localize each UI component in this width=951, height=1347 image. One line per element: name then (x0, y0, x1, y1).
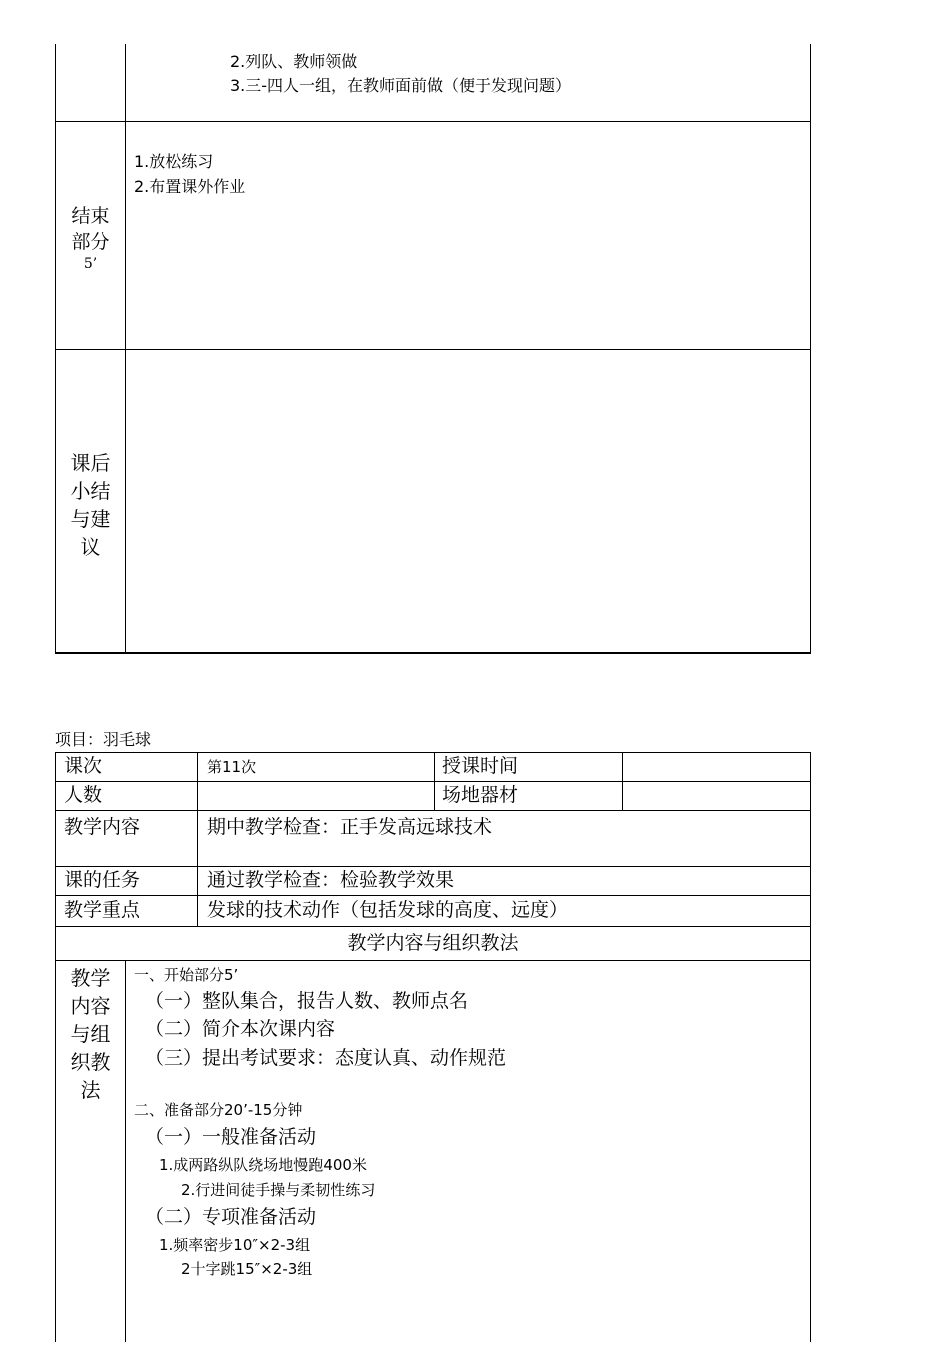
ending-label-duration: 5’ (83, 256, 98, 272)
body-line: （二）简介本次课内容 (145, 1018, 336, 1040)
body-label-line: 与组 (70, 1022, 111, 1046)
body-label-line: 内容 (70, 994, 111, 1018)
row-line (55, 926, 811, 927)
body-line: 1.成两路纵队绕场地慢跑400米 (159, 1156, 367, 1174)
teaching-focus-label: 教学重点 (64, 899, 141, 921)
section-header: 教学内容与组织教法 (347, 932, 519, 954)
summary-label-line: 与建 (70, 507, 111, 531)
col-line-right (622, 752, 623, 810)
summary-label-line: 议 (80, 535, 101, 559)
summary-label-line: 课后 (70, 451, 111, 475)
body-line: （一）整队集合，报告人数、教师点名 (145, 990, 469, 1012)
top-table (0, 0, 951, 660)
row-line (55, 781, 811, 782)
body-line-prep-section: 二、准备部分20’-15分钟 (134, 1101, 303, 1119)
ending-label-line: 部分 (71, 231, 110, 253)
top-table-bottom-border (55, 652, 811, 654)
body-label-line: 教学 (70, 966, 111, 990)
row-line (55, 810, 811, 811)
ending-item-2: 2.布置课外作业 (134, 177, 246, 196)
body-section-label (56, 964, 125, 1104)
ending-section-label (56, 203, 125, 273)
row-line (55, 895, 811, 896)
body-line: 2十字跳15″×2-3组 (181, 1260, 313, 1278)
teaching-focus-value: 发球的技术动作（包括发球的高度、远度） (207, 899, 569, 921)
summary-section-label (56, 449, 125, 561)
body-line: 1.频率密步10″×2-3组 (159, 1236, 311, 1254)
project-label: 项目：羽毛球 (55, 730, 152, 749)
ending-label-line: 结束 (71, 205, 110, 227)
col-line-body (125, 960, 126, 1342)
lesson-task-label: 课的任务 (64, 869, 141, 891)
top-table-row-line-2 (55, 349, 811, 350)
top-table-row-line-1 (55, 121, 811, 122)
teaching-content-value: 期中教学检查：正手发高远球技术 (207, 816, 493, 838)
body-line: 2.行进间徒手操与柔韧性练习 (181, 1181, 376, 1199)
student-count-label: 人数 (64, 784, 103, 806)
teaching-time-label: 授课时间 (442, 755, 519, 777)
lesson-task-value: 通过教学检查：检验教学效果 (207, 869, 455, 891)
lesson-no-label: 课次 (64, 755, 103, 777)
lesson-no-value: 第11次 (207, 758, 257, 776)
body-line: （二）专项准备活动 (145, 1206, 317, 1228)
continuation-line-2: 2.列队、教师领做 (230, 52, 358, 71)
ending-item-1: 1.放松练习 (134, 152, 214, 171)
body-line: （一）一般准备活动 (145, 1126, 317, 1148)
body-label-line: 织教 (70, 1050, 111, 1074)
venue-equipment-label: 场地器材 (442, 784, 519, 806)
row-line (55, 960, 811, 961)
body-line-start-section: 一、开始部分5’ (134, 966, 239, 984)
teaching-content-label: 教学内容 (64, 816, 141, 838)
summary-label-line: 小结 (70, 479, 111, 503)
body-line: （三）提出考试要求：态度认真、动作规范 (145, 1047, 507, 1069)
col-line-label (197, 752, 198, 926)
lesson-table-right-border (810, 752, 811, 1342)
continuation-line-3: 3.三-四人一组，在教师面前做（便于发现问题） (230, 76, 572, 95)
lesson-table-top-border (55, 752, 811, 753)
body-label-line: 法 (80, 1078, 101, 1102)
row-line (55, 866, 811, 867)
col-line-middle (434, 752, 435, 810)
